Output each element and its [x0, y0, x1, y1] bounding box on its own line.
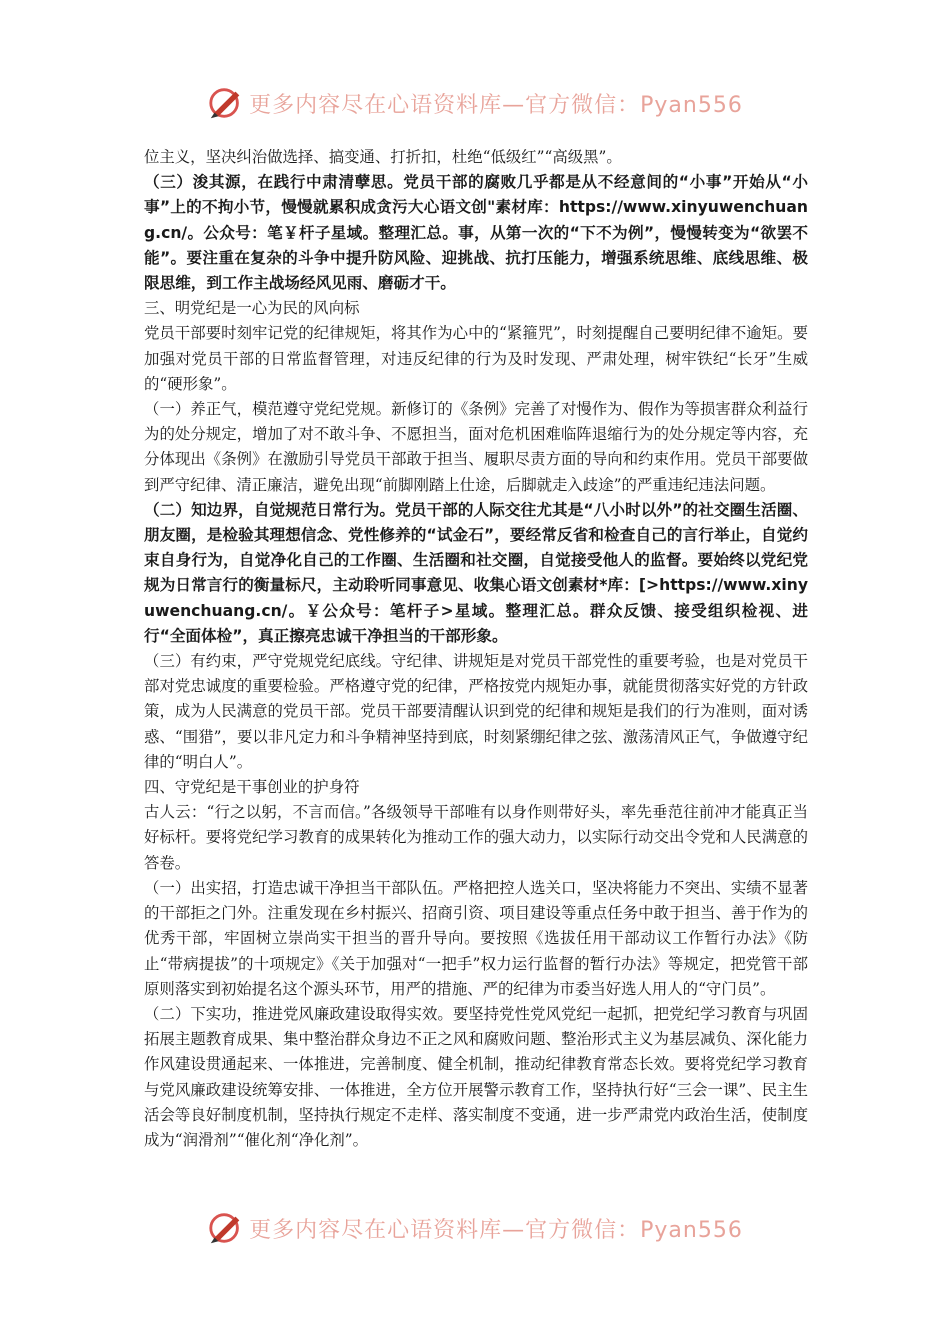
- pen-logo-icon: [207, 1209, 245, 1247]
- section-heading-4: 四、守党纪是干事创业的护身符: [144, 778, 360, 797]
- paragraph-section-3-intro: 党员干部要时刻牢记党的纪律规矩，将其作为心中的“紧箍咒”，时刻提醒自己要明纪律不逾矩。要加强对党员干部的日常监督管理，对违反纪律的行为及时发现、严肃处理，树牢铁纪“长牙”生威的“硬形象”。: [144, 324, 808, 393]
- paragraph-section-4-intro: 古人云：“行之以躬，不言而信。”各级领导干部唯有以身作则带好头，率先垂范往前冲才能真正当好标杆。要将党纪学习教育的成果转化为推动工作的强大动力，以实际行动交出令党和人民满意的答卷。: [144, 803, 808, 872]
- paragraph-subsection-4-1: （一）出实招，打造忠诚干净担当干部队伍。严格把控人选关口，坚决将能力不突出、实绩不显著的干部拒之门外。注重发现在乡村振兴、招商引资、项目建设等重点任务中敢于担当、善于作为的优秀干部，牢固树立崇尚实干担当的晋升导向。要按照《选拔任用干部动议工作暂行办法》《防止“带病提拔”的十项规定》《关于加强对“一把手”权力运行监督的暂行办法》等规定，把党管干部原则落实到初始提名这个源头环节，用严的措施、严的纪律为市委当好选人用人的“守门员”。: [144, 878, 808, 998]
- paragraph-subsection-3-3: （三）有约束，严守党规党纪底线。守纪律、讲规矩是对党员干部党性的重要考验，也是对党员干部对党忠诚度的重要检验。严格遵守党的纪律，严格按党内规矩办事，就能贯彻落实好党的方针政策，成为人民满意的党员干部。党员干部要清醒认识到党的纪律和规矩是我们的行为准则，面对诱惑、“围猎”，要以非凡定力和斗争精神坚持到底，时刻紧绷纪律之弦、激荡清风正气，争做遵守纪律的“明白人”。: [144, 652, 808, 771]
- footer-banner: [0, 1208, 950, 1248]
- header-banner-text: 更多内容尽在心语资料库—官方微信：Pyan556: [249, 92, 743, 118]
- section-heading-3: 三、明党纪是一心为民的风向标: [144, 299, 360, 318]
- footer-banner-text: 更多内容尽在心语资料库—官方微信：Pyan556: [249, 1217, 743, 1243]
- paragraph-subsection-3-2-bold: （二）知边界，自觉规范日常行为。党员干部的人际交往尤其是“八小时以外”的社交圈生活圈、朋友圈，是检验其理想信念、党性修养的“试金石”，要经常反省和检查自己的言行举止，自觉约束自身行为，自觉净化自己的工作圈、生活圈和社交圈，自觉接受他人的监督。要始终以党纪党规为日常言行的衡量标尺，主动聆听同事意见、收集心语文创素材*库：[>https://www.xinyuwenchuang.cn/。￥公众号：笔杆子>星域。整理汇总。群众反馈、接受组织检视、进行“全面体检”，真正擦亮忠诚干净担当的干部形象。: [144, 500, 808, 645]
- pen-logo-icon: [207, 84, 245, 122]
- paragraph-subsection-3-1: （一）养正气，模范遵守党纪党规。新修订的《条例》完善了对慢作为、假作为等损害群众利益行为的处分规定，增加了对不敢斗争、不愿担当，面对危机困难临阵退缩行为的处分规定等内容，充分体现出《条例》在激励引导党员干部敢于担当、履职尽责方面的导向和约束作用。党员干部要做到严守纪律、清正廉洁，避免出现“前脚刚踏上仕途，后脚就走入歧途”的严重违纪违法问题。: [144, 400, 808, 494]
- header-banner: [0, 83, 950, 123]
- paragraph-subsection-4-2: （二）下实功，推进党风廉政建设取得实效。要坚持党性党风党纪一起抓，把党纪学习教育与巩固拓展主题教育成果、集中整治群众身边不正之风和腐败问题、整治形式主义为基层减负、深化能力作风建设贯通起来、一体推进，完善制度、健全机制，推动纪律教育常态长效。要将党纪学习教育与党风廉政建设统筹安排、一体推进，全方位开展警示教育工作，坚持执行好“三会一课”、民主生活会等良好制度机制，坚持执行规定不走样、落实制度不变通，进一步严肃党内政治生活，使制度成为“润滑剂”“催化剂“净化剂”。: [144, 1004, 808, 1149]
- paragraph-subsection-3-bold: （三）浚其源，在践行中肃清孽思。党员干部的腐败几乎都是从不经意间的“小事”开始从“小事”上的不拘小节，慢慢就累积成贪污大心语文创"素材库：https://www.xinyuwenchuang.cn/。公众号：笔￥杆子星域。整理汇总。事，从第一次的“下不为例”，慢慢转变为“欲罢不能”。要注重在复杂的斗争中提升防风险、迎挑战、抗打压能力，增强系统思维、底线思维、极限思维，到工作主战场经风见雨、磨砺才干。: [144, 173, 808, 293]
- paragraph-continuation: 位主义，坚决纠治做选择、搞变通、打折扣，杜绝“低级红”“高级黑”。: [144, 148, 622, 166]
- document-body: [144, 145, 808, 1153]
